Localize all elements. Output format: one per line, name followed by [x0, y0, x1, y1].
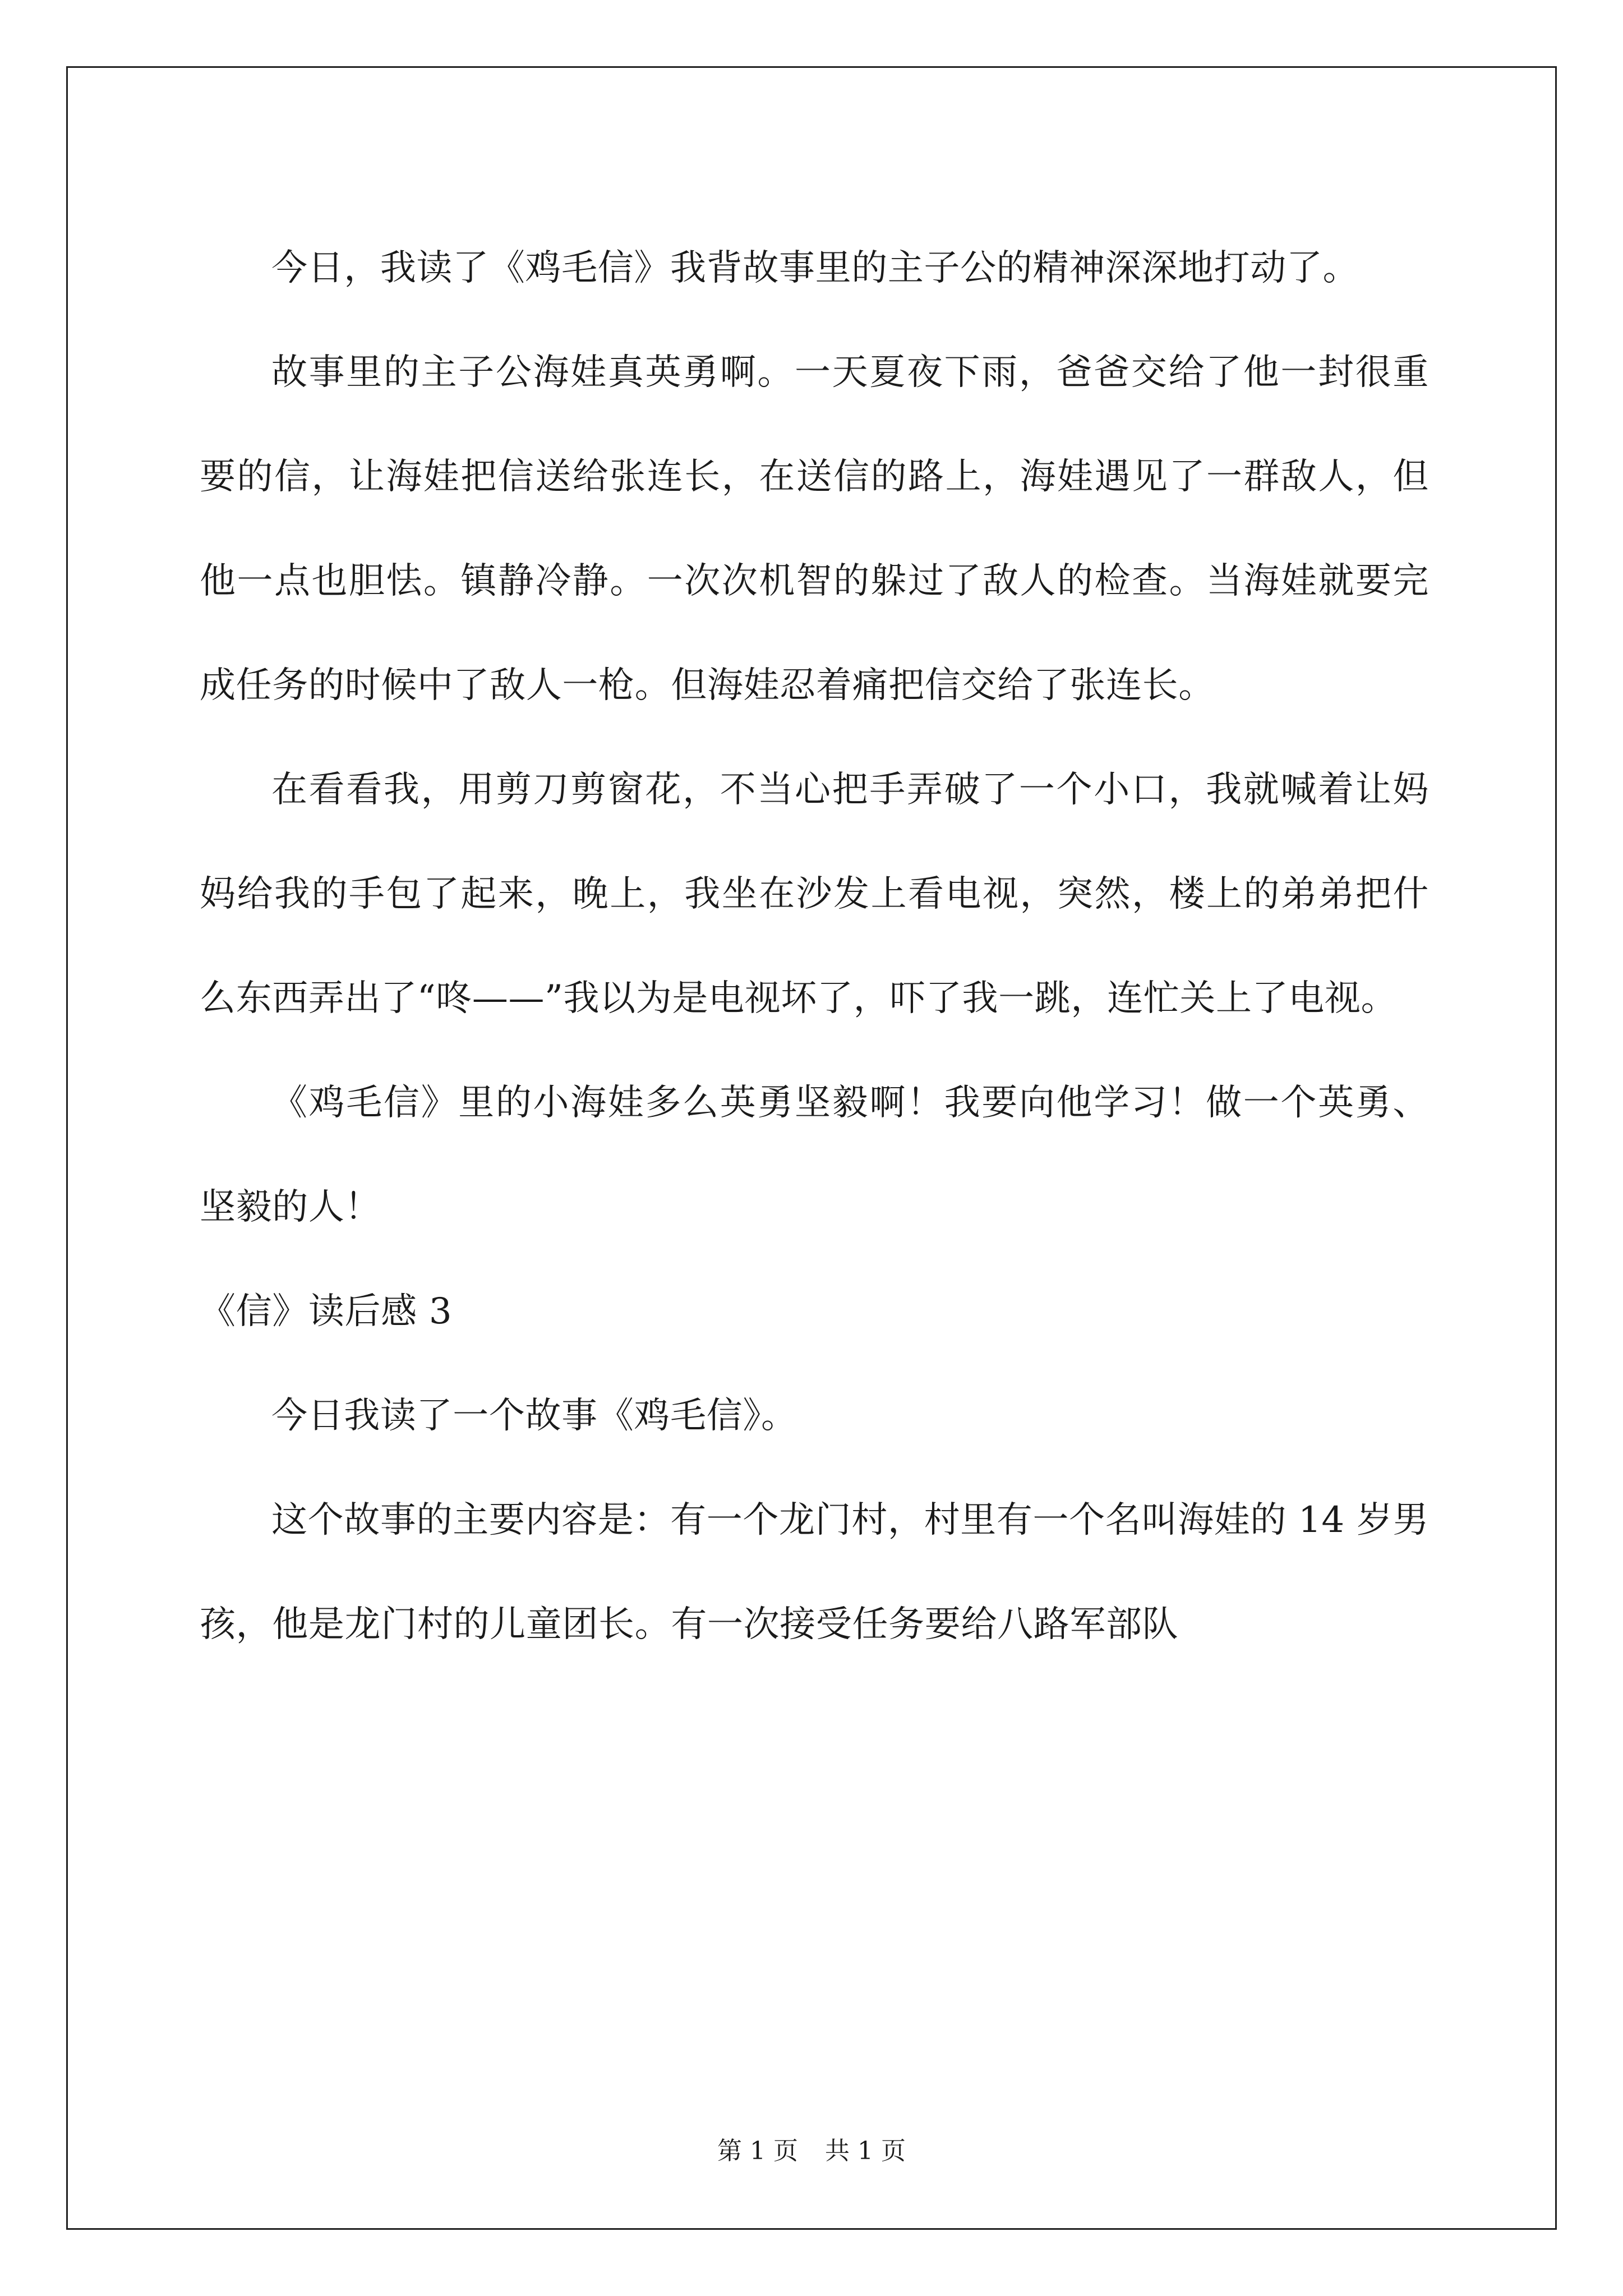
section-heading: 《信》读后感 3 [200, 1291, 453, 1332]
page-number: 第 1 页 [717, 2137, 798, 2165]
document-body [200, 216, 1429, 1677]
paragraph-2: 故事里的主子公海娃真英勇啊。一天夏夜下雨，爸爸交给了他一封很重要的信，让海娃把信送给张连长，在送信的路上，海娃遇见了一群敌人，但他一点也胆怯。镇静冷静。一次次机智的躲过了敌人的检查。当海娃就要完成任务的时候中了敌人一枪。但海娃忍着痛把信交给了张连长。 [200, 352, 1429, 706]
paragraph-3: 在看看我，用剪刀剪窗花，不当心把手弄破了一个小口，我就喊着让妈妈给我的手包了起来，晚上，我坐在沙发上看电视，突然，楼上的弟弟把什么东西弄出了“咚——”我以为是电视坏了，吓了我一跳，连忙关上了电视。 [200, 769, 1429, 1019]
paragraph-5: 今日我读了一个故事《鸡毛信》。 [271, 1395, 797, 1437]
paragraph-1: 今日，我读了《鸡毛信》我背故事里的主子公的精神深深地打动了。 [271, 247, 1359, 289]
page-total: 共 1 页 [825, 2137, 906, 2165]
paragraph-4: 《鸡毛信》里的小海娃多么英勇坚毅啊！我要向他学习！做一个英勇、坚毅的人！ [200, 1082, 1429, 1228]
paragraph-6: 这个故事的主要内容是：有一个龙门村，村里有一个名叫海娃的 14 岁男孩，他是龙门村的儿童团长。有一次接受任务要给八路军部队 [200, 1499, 1429, 1645]
page-footer [0, 2134, 1623, 2168]
